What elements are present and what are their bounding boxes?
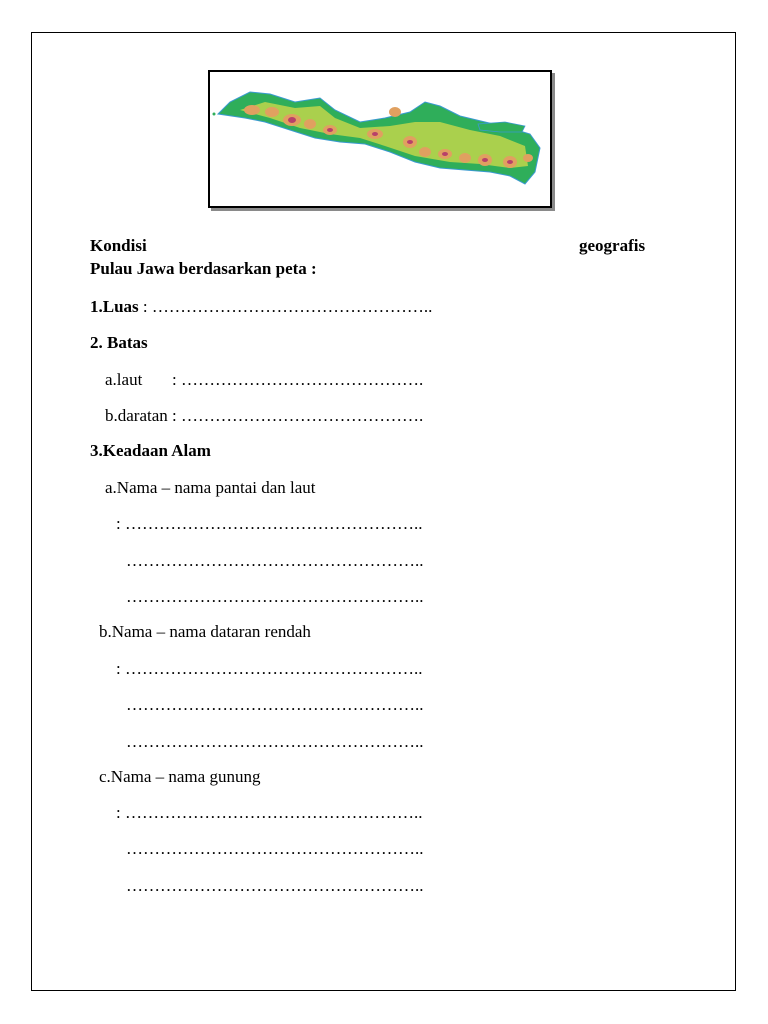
- dataran-rendah-answer-2[interactable]: ……………………………………………..: [126, 695, 424, 714]
- title-line-2: Pulau Jawa berdasarkan peta :: [90, 259, 317, 278]
- gunung-answer-3[interactable]: ……………………………………………..: [126, 876, 424, 895]
- pantai-laut-answer-1[interactable]: : ……………………………………………..: [116, 514, 423, 533]
- pantai-laut-answer-3[interactable]: ……………………………………………..: [126, 587, 424, 606]
- madura-island: [478, 122, 525, 132]
- dataran-rendah-answer-3[interactable]: ……………………………………………..: [126, 732, 424, 751]
- small-island: [213, 113, 216, 116]
- java-relief-map-icon: [210, 72, 550, 206]
- batas-heading: 2. Batas: [90, 333, 148, 352]
- title-word-geografis: geografis: [579, 236, 646, 255]
- gunung-answer-1[interactable]: : ……………………………………………..: [116, 803, 423, 822]
- dataran-rendah-label: b.Nama – nama dataran rendah: [99, 622, 311, 641]
- luas-row: [90, 297, 432, 317]
- dataran-rendah-answer-1[interactable]: : ……………………………………………..: [116, 659, 423, 678]
- title-word-kondisi: Kondisi: [90, 236, 147, 255]
- pantai-laut-label: a.Nama – nama pantai dan laut: [105, 478, 316, 497]
- luas-answer-dots[interactable]: : …………………………………………..: [138, 297, 433, 316]
- batas-laut-row[interactable]: a.laut : …………………………………….: [105, 370, 424, 389]
- java-map-image: [208, 70, 552, 208]
- gunung-label: c.Nama – nama gunung: [99, 767, 261, 786]
- batas-daratan-row[interactable]: b.daratan : …………………………………….: [105, 406, 424, 425]
- luas-label: 1.Luas: [90, 297, 139, 316]
- gunung-answer-2[interactable]: ……………………………………………..: [126, 839, 424, 858]
- keadaan-alam-heading: 3.Keadaan Alam: [90, 441, 211, 460]
- pantai-laut-answer-2[interactable]: ……………………………………………..: [126, 551, 424, 570]
